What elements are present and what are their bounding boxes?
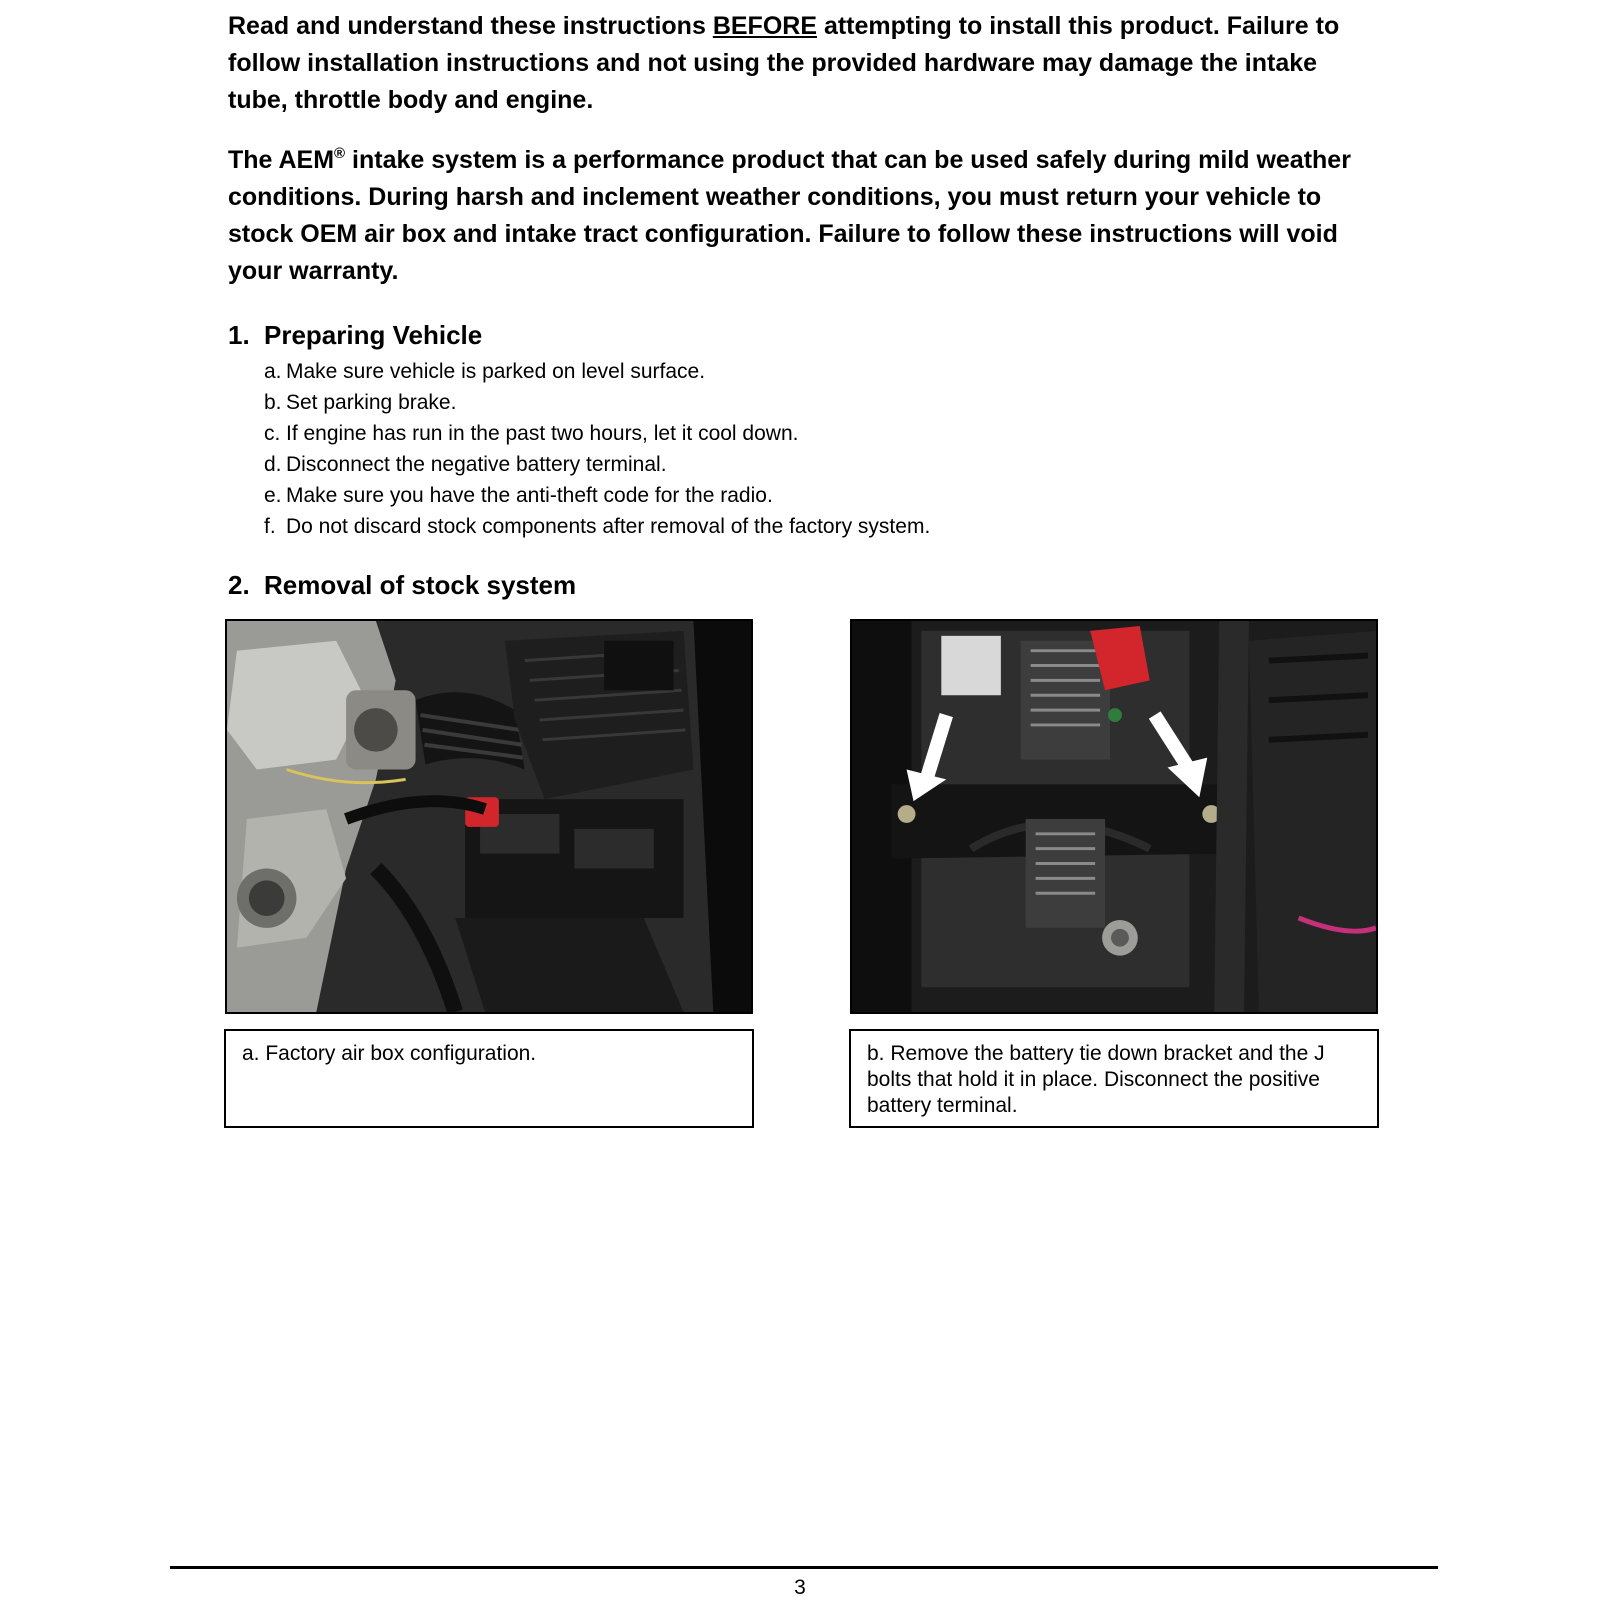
list-item — [264, 511, 930, 542]
caption-text: b. Remove the battery tie down bracket and the J bolts that hold it in place. Disconnect the positive battery terminal. — [867, 1042, 1325, 1117]
page-number: 3 — [794, 1576, 806, 1599]
step-text: Set parking brake. — [286, 391, 457, 414]
list-item — [264, 418, 930, 449]
preparation-steps-list — [264, 356, 930, 542]
section-heading-removal — [228, 570, 576, 600]
list-item — [264, 480, 930, 511]
step-text: If engine has run in the past two hours, let it cool down. — [286, 422, 799, 445]
caption-battery-tie-down — [849, 1029, 1379, 1128]
warning-emphasis: BEFORE — [712, 12, 817, 40]
section-number: 1. — [228, 320, 250, 350]
disclaimer-text-start: The AEM — [228, 146, 335, 174]
registered-mark: ® — [334, 145, 346, 162]
list-item — [264, 449, 930, 480]
list-item — [264, 387, 930, 418]
step-text: Make sure vehicle is parked on level surface. — [286, 360, 706, 383]
warning-text-start: Read and understand these instructions — [228, 12, 713, 40]
footer-divider — [170, 1566, 1438, 1569]
step-letter: c. — [264, 422, 281, 445]
list-item — [264, 356, 930, 387]
step-text: Make sure you have the anti-theft code for the radio. — [286, 484, 773, 507]
step-letter: b. — [264, 391, 282, 414]
section-number: 2. — [228, 570, 250, 600]
weather-disclaimer — [228, 142, 1378, 290]
section-title: Removal of stock system — [264, 570, 577, 600]
photo-battery-tie-down — [850, 619, 1378, 1014]
caption-text: a. Factory air box configuration. — [242, 1042, 537, 1065]
step-text: Do not discard stock components after removal of the factory system. — [286, 515, 931, 538]
caption-factory-air-box — [224, 1029, 754, 1128]
step-letter: f. — [264, 515, 276, 538]
section-title: Preparing Vehicle — [264, 320, 483, 350]
disclaimer-text-end: intake system is a performance product that can be used safely during mild weather conditions. During harsh and inclement weather conditions, you must return your vehicle to stock OEM air box and intake tract configuration. Failure to follow these instructions will void your warranty. — [228, 146, 1351, 285]
warning-text-end: attempting to install this product. Failure to follow installation instructions and not using the provided hardware may damage the intake tube, throttle body and engine. — [228, 12, 1340, 114]
battery-illustration — [852, 621, 1376, 1012]
step-letter: a. — [264, 360, 282, 383]
step-text: Disconnect the negative battery terminal. — [286, 453, 667, 476]
step-letter: e. — [264, 484, 282, 507]
engine-bay-illustration — [227, 621, 751, 1012]
installation-warning — [228, 8, 1378, 119]
step-letter: d. — [264, 453, 282, 476]
photo-factory-air-box — [225, 619, 753, 1014]
section-heading-preparing-vehicle — [228, 320, 482, 350]
